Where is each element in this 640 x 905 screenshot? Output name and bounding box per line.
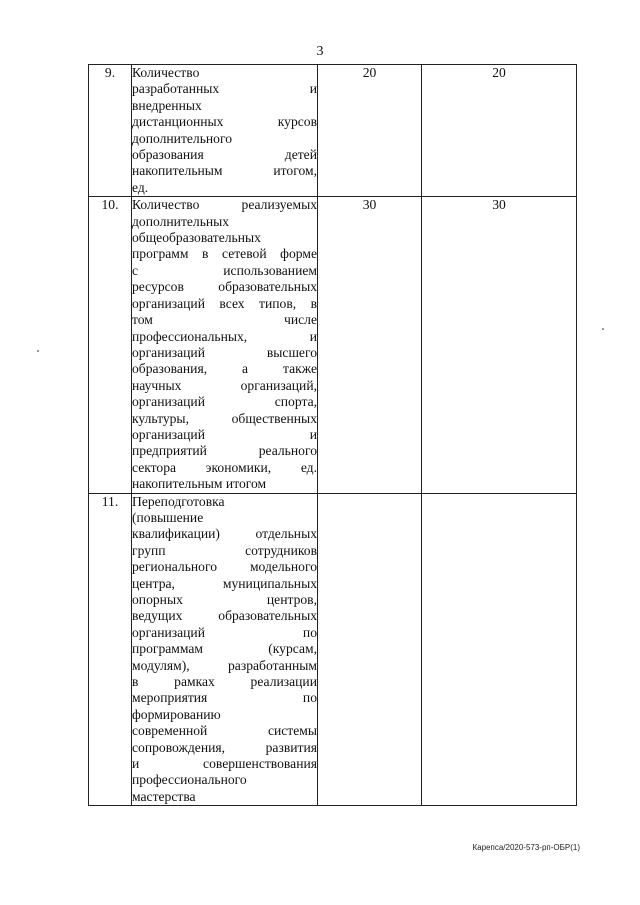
indicator-name-line: (повышение bbox=[132, 509, 204, 525]
indicator-name-line: современной системы bbox=[132, 723, 317, 739]
value-column-2 bbox=[422, 493, 577, 806]
indicator-name-line: профессионального bbox=[132, 772, 247, 788]
indicator-name bbox=[132, 65, 318, 197]
indicator-name-line: Переподготовка bbox=[132, 493, 225, 509]
table-row bbox=[89, 197, 577, 493]
indicator-name-line: накопительным итогом bbox=[132, 476, 267, 492]
indicator-name-line: разработанных и bbox=[132, 81, 317, 97]
table-row bbox=[89, 493, 577, 806]
indicator-name-line: ед. bbox=[132, 179, 149, 195]
indicator-name-line: центра, муниципальных bbox=[132, 575, 317, 591]
indicator-name-line: культуры, общественных bbox=[132, 410, 317, 426]
value-column-1 bbox=[318, 493, 422, 806]
scan-dot-right bbox=[602, 328, 604, 330]
indicators-table bbox=[88, 64, 577, 806]
indicator-name-line: с использованием bbox=[132, 262, 317, 278]
indicator-name-line: ведущих образовательных bbox=[132, 608, 317, 624]
indicator-name-line: организаций спорта, bbox=[132, 394, 317, 410]
indicator-name-line: дистанционных курсов bbox=[132, 114, 317, 130]
indicator-name-line: и совершенствования bbox=[132, 756, 317, 772]
indicator-name-line: предприятий реального bbox=[132, 443, 317, 459]
indicator-name-line: общеобразовательных bbox=[132, 230, 261, 246]
value-column-1: 20 bbox=[318, 65, 422, 197]
indicator-name-line: образования детей bbox=[132, 147, 317, 163]
table-body bbox=[89, 65, 577, 806]
document-code: Карепса/2020-573-рп-ОБР(1) bbox=[472, 843, 580, 852]
value-column-2: 30 bbox=[422, 197, 577, 493]
indicator-name-line: Количество bbox=[132, 65, 200, 80]
indicator-name-line: опорных центров, bbox=[132, 592, 317, 607]
indicator-name-line: программ в сетевой форме bbox=[132, 246, 317, 262]
indicator-name-line: дополнительных bbox=[132, 213, 230, 229]
value-column-2: 20 bbox=[422, 65, 577, 197]
indicator-name-line: формированию bbox=[132, 706, 221, 722]
indicator-name bbox=[132, 197, 318, 493]
indicator-name-line: групп сотрудников bbox=[132, 542, 317, 558]
page-number: 3 bbox=[316, 44, 324, 59]
indicator-name-line: в рамках реализации bbox=[132, 674, 317, 690]
indicator-name-line: внедренных bbox=[132, 97, 202, 113]
indicator-name-line: научных организаций, bbox=[132, 377, 317, 393]
row-number: 9. bbox=[89, 65, 132, 197]
indicator-name-line: модулям), разработанным bbox=[132, 657, 317, 673]
indicator-name bbox=[132, 493, 318, 806]
indicator-name-line: сопровождения, развития bbox=[132, 739, 317, 755]
indicator-name-line: том числе bbox=[132, 312, 317, 328]
indicator-name-line: мастерства bbox=[132, 788, 196, 804]
indicator-name-line: ресурсов образовательных bbox=[132, 279, 317, 295]
row-number: 11. bbox=[89, 493, 132, 806]
indicator-name-line: мероприятия по bbox=[132, 690, 317, 706]
scan-dot-left bbox=[37, 350, 39, 352]
indicator-name-line: организаций и bbox=[132, 426, 317, 442]
indicator-name-line: профессиональных, и bbox=[132, 328, 317, 344]
indicator-name-line: образования, а также bbox=[132, 361, 317, 377]
indicator-name-line: организаций высшего bbox=[132, 344, 317, 360]
indicator-name-line: накопительным итогом, bbox=[132, 163, 317, 179]
row-number: 10. bbox=[89, 197, 132, 493]
indicator-name-line: организаций всех типов, в bbox=[132, 295, 317, 311]
indicator-name-line: организаций по bbox=[132, 624, 317, 640]
indicator-name-line: квалификации) отдельных bbox=[132, 526, 317, 542]
table-row bbox=[89, 65, 577, 197]
indicator-name-line: сектора экономики, ед. bbox=[132, 459, 317, 475]
indicator-name-line: Количество реализуемых bbox=[132, 197, 317, 213]
indicator-name-line: программам (курсам, bbox=[132, 641, 317, 657]
value-column-1: 30 bbox=[318, 197, 422, 493]
indicator-name-line: дополнительного bbox=[132, 130, 233, 146]
indicator-name-line: регионального модельного bbox=[132, 559, 317, 575]
